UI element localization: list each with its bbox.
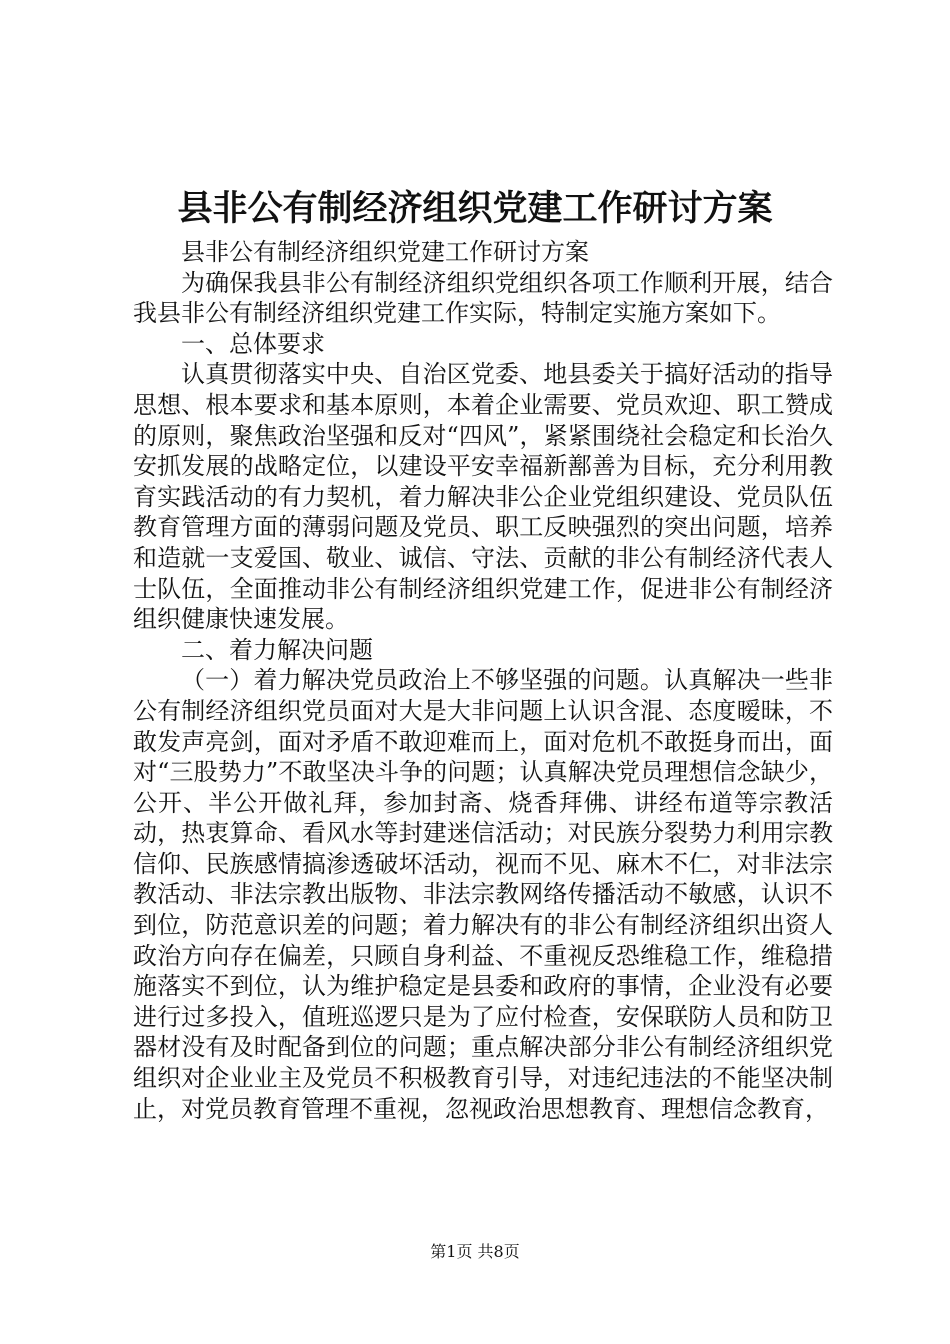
subtitle-paragraph: 县非公有制经济组织党建工作研讨方案 <box>181 238 589 266</box>
section-heading-general-requirements: 一、总体要求 <box>181 329 325 358</box>
intro-paragraph: 为确保我县非公有制经济组织党组织各项工作顺利开展，结合我县非公有制经济组织党建工作实际，特制定实施方案如下。 <box>133 268 833 328</box>
general-requirements-paragraph: 认真贯彻落实中央、自治区党委、地县委关于搞好活动的指导思想、根本要求和基本原则，本着企业需要、党员欢迎、职工赞成的原则，聚焦政治坚强和反对“四风”，紧紧围绕社会稳定和长治久安抓发展的战略定位，以建设平安幸福新鄯善为目标，充分利用教育实践活动的有力契机，着力解决非公企业党组织建设、党员队伍教育管理方面的薄弱问题及党员、职工反映强烈的突出问题，培养和造就一支爱国、敬业、诚信、守法、贡献的非公有制经济代表人士队伍，全面推动非公有制经济组织党建工作，促进非公有制经济组织健康快速发展。 <box>133 360 833 634</box>
section-heading-problems: 二、着力解决问题 <box>181 635 373 664</box>
page-footer: 第1页 共8页 <box>430 1242 520 1261</box>
problem-one-paragraph: （一）着力解决党员政治上不够坚强的问题。认真解决一些非公有制经济组织党员面对大是大非问题上认识含混、态度暧昧，不敢发声亮剑，面对矛盾不敢迎难而上，面对危机不敢挺身而出，面对“三股势力”不敢坚决斗争的问题；认真解决党员理想信念缺少，公开、半公开做礼拜，参加封斋、烧香拜佛、讲经布道等宗教活动，热衷算命、看风水等封建迷信活动；对民族分裂势力利用宗教信仰、民族感情搞渗透破坏活动，视而不见、麻木不仁，对非法宗教活动、非法宗教出版物、非法宗教网络传播活动不敏感，认识不到位，防范意识差的问题；着力解决有的非公有制经济组织出资人政治方向存在偏差，只顾自身利益、不重视反恐维稳工作，维稳措施落实不到位，认为维护稳定是县委和政府的事情，企业没有必要进行过多投入，值班巡逻只是为了应付检查，安保联防人员和防卫器材没有及时配备到位的问题；重点解决部分非公有制经济组织党组织对企业业主及党员不积极教育引导，对违纪违法的不能坚决制止，对党员教育管理不重视，忽视政治思想教育、理想信念教育， <box>133 666 833 1123</box>
document-body <box>133 237 833 1124</box>
document-title: 县非公有制经济组织党建工作研讨方案 <box>177 188 773 229</box>
